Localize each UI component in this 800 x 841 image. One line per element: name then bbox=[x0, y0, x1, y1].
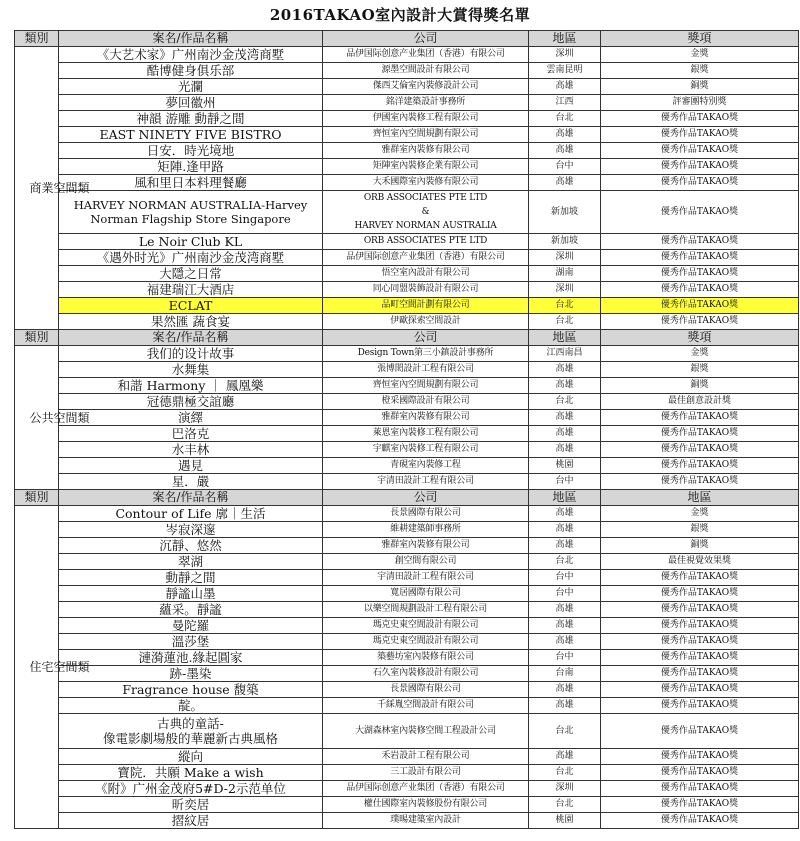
table-row bbox=[15, 749, 799, 765]
project-name: 冠德鼎極交誼廳 bbox=[59, 394, 323, 410]
table-row bbox=[15, 282, 799, 298]
company-name bbox=[323, 191, 529, 234]
region: 台北 bbox=[529, 298, 601, 314]
company-name-line: & bbox=[421, 207, 430, 217]
table-row bbox=[15, 362, 799, 378]
header-award: 獎項 bbox=[601, 330, 799, 346]
project-name: 遇見 bbox=[59, 458, 323, 474]
region: 高雄 bbox=[529, 506, 601, 522]
region: 高雄 bbox=[529, 522, 601, 538]
region: 台北 bbox=[529, 111, 601, 127]
region: 江西南昌 bbox=[529, 346, 601, 362]
project-name: 水舞集 bbox=[59, 362, 323, 378]
project-name: 靛。 bbox=[59, 698, 323, 714]
region: 台中 bbox=[529, 474, 601, 490]
project-name: HARVEY NORMAN AUSTRALIA-Harvey Norman Flagship Store Singapore bbox=[59, 191, 323, 234]
company-name-line: ORB ASSOCIATES PTE LTD bbox=[363, 193, 488, 203]
header-category: 類別 bbox=[15, 490, 59, 506]
region: 高雄 bbox=[529, 538, 601, 554]
award: 評審團特別獎 bbox=[601, 95, 799, 111]
region: 台中 bbox=[529, 570, 601, 586]
header-name: 案名/作品名稱 bbox=[59, 31, 323, 47]
table-row bbox=[15, 570, 799, 586]
project-name: 《附》广州金茂府5#D-2示范单位 bbox=[59, 781, 323, 797]
region: 湖南 bbox=[529, 266, 601, 282]
region: 台北 bbox=[529, 314, 601, 330]
page-title: 2016TAKAO室內設計大賞得獎名單 bbox=[269, 6, 531, 24]
award: 優秀作品TAKAO獎 bbox=[601, 143, 799, 159]
project-name-line: 古典的童話- bbox=[157, 716, 224, 731]
award: 優秀作品TAKAO獎 bbox=[601, 234, 799, 250]
award: 優秀作品TAKAO獎 bbox=[601, 474, 799, 490]
header-company: 公司 bbox=[323, 490, 529, 506]
award: 優秀作品TAKAO獎 bbox=[601, 442, 799, 458]
project-name: Le Noir Club KL bbox=[59, 234, 323, 250]
table-row bbox=[15, 127, 799, 143]
table-row bbox=[15, 346, 799, 362]
header-region: 地區 bbox=[529, 31, 601, 47]
project-name: 溫莎堡 bbox=[59, 634, 323, 650]
region: 高雄 bbox=[529, 749, 601, 765]
project-name: 沉靜、悠然 bbox=[59, 538, 323, 554]
header-company: 公司 bbox=[323, 330, 529, 346]
award: 優秀作品TAKAO獎 bbox=[601, 159, 799, 175]
region: 雲南昆明 bbox=[529, 63, 601, 79]
category-cell bbox=[15, 47, 90, 330]
company-name: 千綵胤空間設計有限公司 bbox=[323, 698, 529, 714]
award: 優秀作品TAKAO獎 bbox=[601, 426, 799, 442]
project-name: 果然匯 蔬食宴 bbox=[59, 314, 323, 330]
company-name: 三工設計有限公司 bbox=[323, 765, 529, 781]
award: 優秀作品TAKAO獎 bbox=[601, 781, 799, 797]
project-name: 岑寂深邃 bbox=[59, 522, 323, 538]
award: 銀獎 bbox=[601, 362, 799, 378]
project-name: 我们的设计故事 bbox=[59, 346, 323, 362]
company-name: 權仕國際室內裝修股份有限公司 bbox=[323, 797, 529, 813]
award: 優秀作品TAKAO獎 bbox=[601, 298, 799, 314]
table-row bbox=[15, 458, 799, 474]
awards-table bbox=[14, 30, 799, 829]
award: 銀獎 bbox=[601, 63, 799, 79]
project-name: 風和里日本料理餐廳 bbox=[59, 175, 323, 191]
company-name: 瑪克史東空間設計有限公司 bbox=[323, 634, 529, 650]
region: 台中 bbox=[529, 650, 601, 666]
company-name: 長景國際有限公司 bbox=[323, 682, 529, 698]
region: 高雄 bbox=[529, 175, 601, 191]
header-region: 地區 bbox=[529, 490, 601, 506]
region: 高雄 bbox=[529, 602, 601, 618]
company-name: 雅群室內裝修有限公司 bbox=[323, 143, 529, 159]
category-cell bbox=[15, 346, 90, 490]
award: 優秀作品TAKAO獎 bbox=[601, 314, 799, 330]
company-name: 品伊国际创意产业集团（香港）有限公司 bbox=[323, 47, 529, 63]
award: 優秀作品TAKAO獎 bbox=[601, 250, 799, 266]
company-name: 品伊国际创意产业集团（香港）有限公司 bbox=[323, 250, 529, 266]
company-name: 伊歐探索空間設計 bbox=[323, 314, 529, 330]
project-name: 靜謐山墨 bbox=[59, 586, 323, 602]
region: 高雄 bbox=[529, 682, 601, 698]
table-row bbox=[15, 111, 799, 127]
company-name: 禾岩設計工程有限公司 bbox=[323, 749, 529, 765]
award: 金獎 bbox=[601, 346, 799, 362]
award: 優秀作品TAKAO獎 bbox=[601, 586, 799, 602]
region: 高雄 bbox=[529, 410, 601, 426]
company-name: Design Town第三小鎮設計事務所 bbox=[323, 346, 529, 362]
project-name: 演繹 bbox=[59, 410, 323, 426]
project-name: ECLAT bbox=[59, 298, 323, 314]
project-name: 漣漪蓮池.緣起圓家 bbox=[59, 650, 323, 666]
project-name: 《遇外时光》广州南沙金茂湾商墅 bbox=[59, 250, 323, 266]
section-header-row bbox=[15, 330, 799, 346]
header-name: 案名/作品名稱 bbox=[59, 490, 323, 506]
award: 優秀作品TAKAO獎 bbox=[601, 698, 799, 714]
region: 深圳 bbox=[529, 781, 601, 797]
project-name: 夢回徽州 bbox=[59, 95, 323, 111]
region: 高雄 bbox=[529, 618, 601, 634]
table-row bbox=[15, 602, 799, 618]
table-row bbox=[15, 618, 799, 634]
table-row bbox=[15, 250, 799, 266]
award: 優秀作品TAKAO獎 bbox=[601, 682, 799, 698]
region: 高雄 bbox=[529, 127, 601, 143]
table-row bbox=[15, 522, 799, 538]
company-name: 長景國際有限公司 bbox=[323, 506, 529, 522]
region: 深圳 bbox=[529, 47, 601, 63]
company-name: 大禾國際室內裝修有限公司 bbox=[323, 175, 529, 191]
region: 新加坡 bbox=[529, 191, 601, 234]
region: 台北 bbox=[529, 394, 601, 410]
project-name: 水丰林 bbox=[59, 442, 323, 458]
award: 優秀作品TAKAO獎 bbox=[601, 650, 799, 666]
company-name: 宇清田設計工程有限公司 bbox=[323, 570, 529, 586]
company-name-line: HARVEY NORMAN AUSTRALIA bbox=[354, 221, 497, 231]
award: 優秀作品TAKAO獎 bbox=[601, 618, 799, 634]
company-name: 宇清田設計工程有限公司 bbox=[323, 474, 529, 490]
company-name: 傑西艾倫室內裝修設計公司 bbox=[323, 79, 529, 95]
header-award: 獎項 bbox=[601, 31, 799, 47]
region: 江西 bbox=[529, 95, 601, 111]
region: 台北 bbox=[529, 554, 601, 570]
award: 優秀作品TAKAO獎 bbox=[601, 749, 799, 765]
table-row bbox=[15, 378, 799, 394]
project-name: 昕奕居 bbox=[59, 797, 323, 813]
table-row bbox=[15, 426, 799, 442]
region: 台中 bbox=[529, 159, 601, 175]
region: 台北 bbox=[529, 765, 601, 781]
table-row bbox=[15, 586, 799, 602]
table-row bbox=[15, 554, 799, 570]
award: 金獎 bbox=[601, 506, 799, 522]
section-header-row bbox=[15, 490, 799, 506]
table-row bbox=[15, 714, 799, 749]
header-category: 類別 bbox=[15, 31, 59, 47]
award: 優秀作品TAKAO獎 bbox=[601, 458, 799, 474]
award: 優秀作品TAKAO獎 bbox=[601, 714, 799, 749]
header-award: 地區 bbox=[601, 490, 799, 506]
award: 優秀作品TAKAO獎 bbox=[601, 175, 799, 191]
table-row bbox=[15, 538, 799, 554]
table-row bbox=[15, 634, 799, 650]
award: 優秀作品TAKAO獎 bbox=[601, 666, 799, 682]
region: 台北 bbox=[529, 714, 601, 749]
table-row bbox=[15, 298, 799, 314]
award: 最佳視覺效果獎 bbox=[601, 554, 799, 570]
company-name: ORB ASSOCIATES PTE LTD bbox=[323, 234, 529, 250]
project-name: 翠湖 bbox=[59, 554, 323, 570]
award: 銀獎 bbox=[601, 522, 799, 538]
project-name: 巴洛克 bbox=[59, 426, 323, 442]
company-name: 橙采國際設計有限公司 bbox=[323, 394, 529, 410]
section-header-row bbox=[15, 31, 799, 47]
project-name bbox=[59, 714, 323, 749]
award: 銅獎 bbox=[601, 378, 799, 394]
project-name: 神韻 游雕 動靜之間 bbox=[59, 111, 323, 127]
company-name: 瑪克史東空間設計有限公司 bbox=[323, 618, 529, 634]
table-row bbox=[15, 781, 799, 797]
award: 優秀作品TAKAO獎 bbox=[601, 127, 799, 143]
region: 高雄 bbox=[529, 143, 601, 159]
table-row bbox=[15, 666, 799, 682]
header-region: 地區 bbox=[529, 330, 601, 346]
category-label: 公共空間類 bbox=[29, 410, 90, 425]
award: 優秀作品TAKAO獎 bbox=[601, 602, 799, 618]
company-name: 同心同盟裝飾設計有限公司 bbox=[323, 282, 529, 298]
header-name: 案名/作品名稱 bbox=[59, 330, 323, 346]
award: 銅獎 bbox=[601, 79, 799, 95]
table-row bbox=[15, 797, 799, 813]
project-name: 和諧 Harmony ｜ 鳳凰樂 bbox=[59, 378, 323, 394]
project-name: 星．嚴 bbox=[59, 474, 323, 490]
company-name: 雅群室內裝修有限公司 bbox=[323, 538, 529, 554]
company-name: 矩陣室內裝修企業有限公司 bbox=[323, 159, 529, 175]
region: 台中 bbox=[529, 586, 601, 602]
project-name: 矩陣.逢甲路 bbox=[59, 159, 323, 175]
award: 優秀作品TAKAO獎 bbox=[601, 570, 799, 586]
region: 高雄 bbox=[529, 378, 601, 394]
table-row bbox=[15, 506, 799, 522]
awards-table-body bbox=[15, 31, 799, 829]
project-name: 蘊采。靜謐 bbox=[59, 602, 323, 618]
table-row bbox=[15, 410, 799, 426]
table-row bbox=[15, 474, 799, 490]
company-name: 以樂空間規劃設計工程有限公司 bbox=[323, 602, 529, 618]
award: 優秀作品TAKAO獎 bbox=[601, 410, 799, 426]
table-row bbox=[15, 159, 799, 175]
award: 優秀作品TAKAO獎 bbox=[601, 634, 799, 650]
table-row bbox=[15, 95, 799, 111]
table-row bbox=[15, 191, 799, 234]
project-name: 動靜之間 bbox=[59, 570, 323, 586]
region: 深圳 bbox=[529, 250, 601, 266]
region: 桃園 bbox=[529, 458, 601, 474]
project-name: Contour of Life 廓｜生活 bbox=[59, 506, 323, 522]
project-name: 摺紋居 bbox=[59, 813, 323, 829]
award: 優秀作品TAKAO獎 bbox=[601, 266, 799, 282]
table-row bbox=[15, 143, 799, 159]
header-category: 類別 bbox=[15, 330, 59, 346]
table-row bbox=[15, 234, 799, 250]
award: 優秀作品TAKAO獎 bbox=[601, 111, 799, 127]
table-row bbox=[15, 650, 799, 666]
company-name: 寬居國際有限公司 bbox=[323, 586, 529, 602]
company-name: 齊恒室內空間規劃有限公司 bbox=[323, 378, 529, 394]
company-name: 雅群室內裝修有限公司 bbox=[323, 410, 529, 426]
company-name: 品伊国际创意产业集团（香港）有限公司 bbox=[323, 781, 529, 797]
project-name-line: 像電影劇場般的華麗新古典風格 bbox=[102, 731, 278, 746]
company-name: 大湖森林室內裝修空間工程設計公司 bbox=[323, 714, 529, 749]
table-row bbox=[15, 266, 799, 282]
company-name: 石久室內裝修設計有限公司 bbox=[323, 666, 529, 682]
company-name: 璞晹建築室內設計 bbox=[323, 813, 529, 829]
company-name: 源墨空間設計有限公司 bbox=[323, 63, 529, 79]
table-row bbox=[15, 63, 799, 79]
award: 優秀作品TAKAO獎 bbox=[601, 797, 799, 813]
award: 優秀作品TAKAO獎 bbox=[601, 765, 799, 781]
table-row bbox=[15, 314, 799, 330]
region: 高雄 bbox=[529, 698, 601, 714]
award: 優秀作品TAKAO獎 bbox=[601, 282, 799, 298]
company-name: 銘洋建築設計事務所 bbox=[323, 95, 529, 111]
table-row bbox=[15, 813, 799, 829]
header-company: 公司 bbox=[323, 31, 529, 47]
company-name: 築藝坊室內裝修有限公司 bbox=[323, 650, 529, 666]
project-name: 縱向 bbox=[59, 749, 323, 765]
project-name: 日安．時光境地 bbox=[59, 143, 323, 159]
region: 高雄 bbox=[529, 426, 601, 442]
award: 優秀作品TAKAO獎 bbox=[601, 191, 799, 234]
region: 新加坡 bbox=[529, 234, 601, 250]
region: 桃園 bbox=[529, 813, 601, 829]
region: 高雄 bbox=[529, 442, 601, 458]
project-name: 《大艺术家》广州南沙金茂湾商墅 bbox=[59, 47, 323, 63]
company-name: 齊恒室內空間規劃有限公司 bbox=[323, 127, 529, 143]
table-row bbox=[15, 394, 799, 410]
company-name: 創空間有限公司 bbox=[323, 554, 529, 570]
project-name: 大隱之日常 bbox=[59, 266, 323, 282]
award: 優秀作品TAKAO獎 bbox=[601, 813, 799, 829]
award: 金獎 bbox=[601, 47, 799, 63]
table-row bbox=[15, 175, 799, 191]
project-name: 光瀾 bbox=[59, 79, 323, 95]
project-name: 福建瑞江大酒店 bbox=[59, 282, 323, 298]
company-name: 伊國室內裝修工程有限公司 bbox=[323, 111, 529, 127]
table-row bbox=[15, 698, 799, 714]
company-name: 宇麒室內裝修工程有限公司 bbox=[323, 442, 529, 458]
project-name: 曼陀羅 bbox=[59, 618, 323, 634]
category-label: 商業空間類 bbox=[29, 181, 90, 195]
table-row bbox=[15, 442, 799, 458]
region: 台北 bbox=[529, 797, 601, 813]
company-name: 悟空室內設計有限公司 bbox=[323, 266, 529, 282]
award: 最佳創意設計獎 bbox=[601, 394, 799, 410]
project-name: EAST NINETY FIVE BISTRO bbox=[59, 127, 323, 143]
region: 高雄 bbox=[529, 79, 601, 95]
company-name: 青硯室內裝修工程 bbox=[323, 458, 529, 474]
project-name: 酷博健身俱乐部 bbox=[59, 63, 323, 79]
table-row bbox=[15, 79, 799, 95]
category-cell bbox=[15, 506, 90, 829]
company-name: 張博閎設計工程有限公司 bbox=[323, 362, 529, 378]
award: 銅獎 bbox=[601, 538, 799, 554]
region: 高雄 bbox=[529, 362, 601, 378]
region: 台南 bbox=[529, 666, 601, 682]
project-name: Fragrance house 馥築 bbox=[59, 682, 323, 698]
project-name: 寶院．共願 Make a wish bbox=[59, 765, 323, 781]
table-row bbox=[15, 682, 799, 698]
company-name: 維耕建築師事務所 bbox=[323, 522, 529, 538]
region: 深圳 bbox=[529, 282, 601, 298]
category-label: 住宅空間類 bbox=[29, 660, 90, 674]
table-row bbox=[15, 765, 799, 781]
table-row bbox=[15, 47, 799, 63]
project-name: 跡-墨染 bbox=[59, 666, 323, 682]
region: 高雄 bbox=[529, 634, 601, 650]
company-name: 萊恩室內裝修工程有限公司 bbox=[323, 426, 529, 442]
company-name: 品町空間計劃有限公司 bbox=[323, 298, 529, 314]
